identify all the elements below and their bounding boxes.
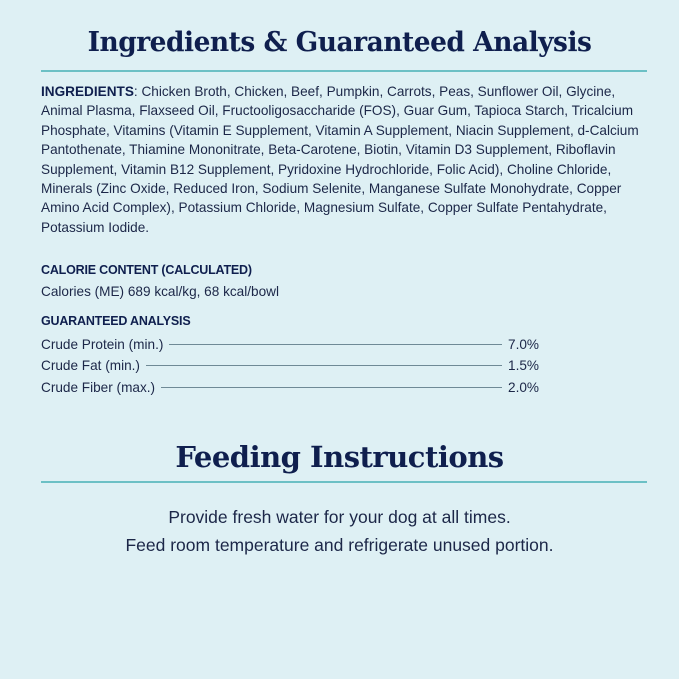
calorie-content-label: CALORIE CONTENT (CALCULATED): [41, 263, 252, 277]
analysis-row-crude-fiber: [41, 377, 539, 397]
leader-line: [161, 387, 502, 388]
analysis-value: 2.0%: [508, 379, 539, 395]
analysis-row-crude-protein: [41, 334, 539, 354]
feeding-instructions-title: Feeding Instructions: [175, 440, 504, 474]
leader-line: [169, 344, 502, 345]
feeding-instructions-text: [0, 503, 679, 559]
ingredients-paragraph: [41, 82, 641, 237]
analysis-name: Crude Fat (min.): [41, 357, 140, 373]
analysis-name: Crude Protein (min.): [41, 336, 164, 352]
ingredients-label: INGREDIENTS: [41, 84, 134, 99]
analysis-value: 1.5%: [508, 357, 539, 373]
feeding-divider: [41, 481, 647, 483]
calorie-content-value: Calories (ME) 689 kcal/kg, 68 kcal/bowl: [41, 284, 279, 299]
ingredients-analysis-title: Ingredients & Guaranteed Analysis: [87, 27, 592, 58]
analysis-name: Crude Fiber (max.): [41, 379, 156, 395]
analysis-value: 7.0%: [508, 336, 539, 352]
leader-line: [146, 365, 502, 366]
guaranteed-analysis-label: GUARANTEED ANALYSIS: [41, 314, 191, 328]
feeding-line-water: Provide fresh water for your dog at all times.: [168, 507, 511, 527]
title-divider: [41, 70, 647, 72]
analysis-row-crude-fat: [41, 355, 539, 375]
feeding-line-storage: Feed room temperature and refrigerate unused portion.: [125, 535, 554, 555]
ingredients-list: : Chicken Broth, Chicken, Beef, Pumpkin, Carrots, Peas, Sunflower Oil, Glycine, Animal Plasma, Flaxseed Oil, Fructooligosaccharide (FOS), Guar Gum, Tapioca Starch, Tricalcium Phosphate, Vitamins (Vitamin E Supplement, Vitamin A Supplement, Niacin Supplement, d-Calcium Pantothenate, Thiamine Mononitrate, Beta-Carotene, Biotin, Vitamin D3 Supplement, Riboflavin Supplement, Vitamin B12 Supplement, Pyridoxine Hydrochloride, Folic Acid), Choline Chloride, Minerals (Zinc Oxide, Reduced Iron, Sodium Selenite, Manganese Sulfate Monohydrate, Copper Amino Acid Complex), Potassium Chloride, Magnesium Sulfate, Copper Sulfate Pentahydrate, Potassium Iodide.: [41, 84, 639, 235]
